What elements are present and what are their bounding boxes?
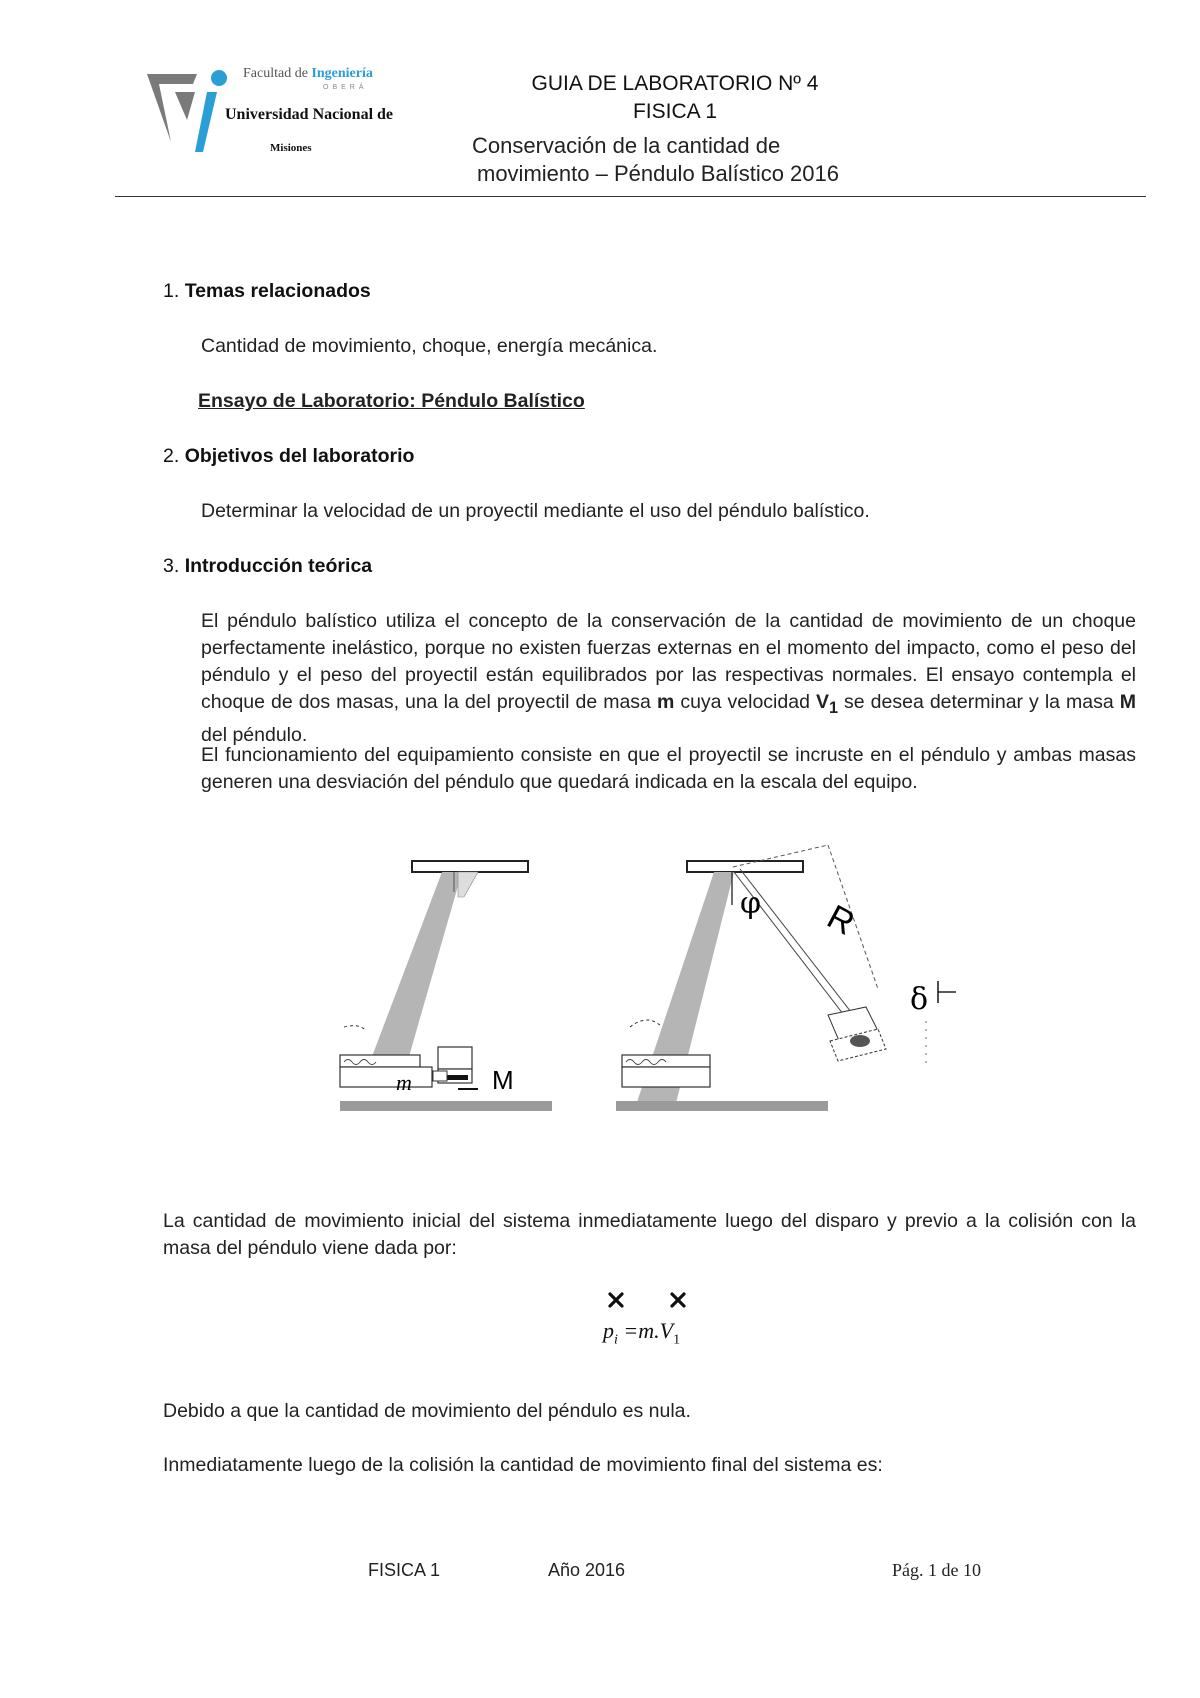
section-2-number: 2. — [163, 445, 180, 467]
formula-equals: = — [623, 1318, 639, 1343]
header-divider — [115, 196, 1146, 197]
section-2-body: Determinar la velocidad de un proyectil mediante el uso del péndulo balístico. — [201, 500, 870, 522]
essay-title-text: Ensayo de Laboratorio: Péndulo Balístico — [198, 390, 585, 412]
section-1-body: Cantidad de movimiento, choque, energía mecánica. — [201, 335, 658, 357]
section-3-number: 3. — [163, 555, 180, 577]
logo-university-label: Universidad Nacional de — [225, 106, 394, 123]
intro-paragraph-1 — [201, 608, 1136, 749]
section-1-number: 1. — [163, 280, 180, 302]
formula-rhs: m.V — [638, 1318, 674, 1343]
initial-momentum-formula — [560, 1290, 760, 1360]
logo-province-label: Misiones — [270, 142, 312, 154]
intro-p1-mass-m: m — [656, 691, 675, 713]
footer-course: FISICA 1 — [368, 1560, 441, 1580]
label-pendulum-mass: M — [492, 1065, 514, 1095]
intro-p1-text-c: se desea determinar y la masa — [844, 691, 1114, 713]
section-2-heading — [163, 443, 414, 470]
pendulum-diagram — [330, 845, 970, 1135]
label-height-delta: δ — [910, 982, 929, 1017]
section-3-title: Introducción teórica — [184, 555, 373, 577]
section-2-title: Objetivos del laboratorio — [184, 445, 415, 467]
zero-momentum-paragraph: Debido a que la cantidad de movimiento del péndulo es nula. — [163, 1400, 691, 1422]
lab-guide-title: GUIA DE LABORATORIO Nº 4 — [531, 72, 819, 95]
logo-city-label: OBERÁ — [323, 84, 368, 91]
subtitle-line-2: movimiento – Péndulo Balístico 2016 — [477, 161, 839, 186]
section-1-title: Temas relacionados — [184, 280, 371, 302]
intro-p1-velocity-symbol: V — [815, 691, 829, 713]
section-3-heading — [163, 553, 372, 580]
faculty-logo — [145, 62, 445, 172]
document-subtitle — [472, 132, 922, 188]
intro-p1-text-a: El péndulo balístico utiliza el concepto de la conservación de la cantidad de movimiento de un choque perfectamente inelástico, porque no existen fuerzas externas en el momento del impacto, como el peso del péndulo y el peso del proyectil están equilibrados por las respectivas normales. El ensayo contempla el choque de dos masas, una la del proyectil de masa — [201, 610, 1136, 713]
subtitle-line-1: Conservación de la cantidad de — [472, 133, 781, 158]
formula-rhs-sub: 1 — [673, 1332, 681, 1348]
essay-title — [198, 388, 585, 415]
footer-page-number: Pág. 1 de 10 — [892, 1560, 981, 1580]
document-title — [455, 70, 895, 126]
formula-lhs-sub: i — [614, 1332, 618, 1348]
intro-p1-velocity — [815, 691, 839, 717]
formula-text — [603, 1318, 680, 1348]
label-radius: R — [820, 897, 861, 943]
intro-p1-mass-M: M — [1119, 691, 1136, 713]
course-title: FISICA 1 — [632, 100, 718, 123]
ballistic-pendulum-figure — [330, 845, 970, 1135]
intro-p1-velocity-sub: 1 — [828, 698, 839, 717]
intro-paragraph-2: El funcionamiento del equipamiento consiste en que el proyectil se incruste en el péndulo y ambas masas generen una desviación del péndulo que quedará indicada en la escala del equipo. — [201, 744, 1136, 793]
logo-faculty-label: Facultad de — [243, 66, 308, 81]
intro-p1-text-d: del péndulo. — [201, 723, 308, 746]
logo-engineering-label: Ingeniería — [311, 66, 373, 81]
intro-p1-text-b: cuya velocidad — [680, 691, 810, 713]
label-angle-phi: φ — [740, 886, 762, 921]
momentum-paragraph: La cantidad de movimiento inicial del sistema inmediatamente luego del disparo y previo a la colisión con la masa del péndulo viene dada por: — [163, 1210, 1136, 1259]
formula-lhs: p — [603, 1318, 614, 1343]
final-momentum-paragraph: Inmediatamente luego de la colisión la cantidad de movimiento final del sistema es: — [163, 1454, 883, 1476]
section-1-heading — [163, 278, 371, 305]
footer-year: Año 2016 — [548, 1560, 626, 1580]
label-projectile-mass: m — [396, 1070, 412, 1095]
